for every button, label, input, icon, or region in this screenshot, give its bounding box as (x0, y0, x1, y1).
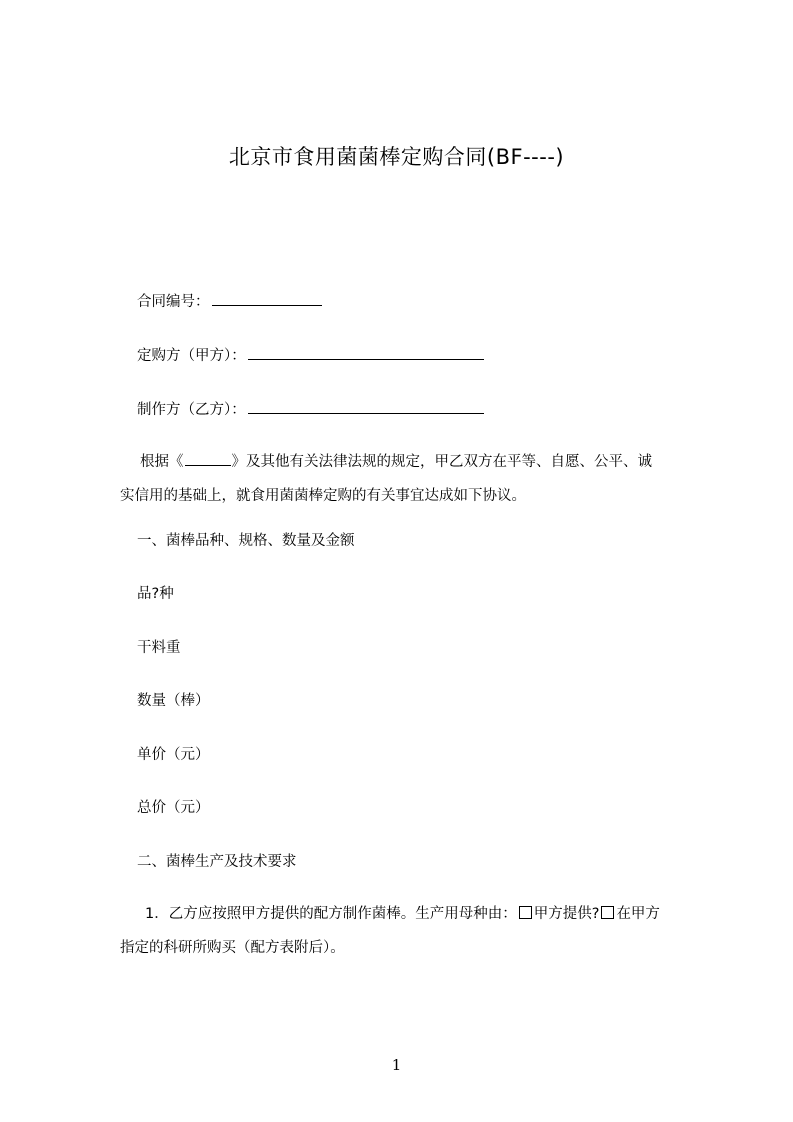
field-total-price: 总价（元） (137, 800, 210, 816)
preamble-line-2: 实信用的基础上，就食用菌菌棒定购的有关事宜达成如下协议。 (120, 488, 526, 504)
maker-label: 制作方（乙方）： (137, 402, 246, 418)
preamble-paragraph (120, 445, 707, 513)
buyer-label: 定购方（甲方）： (137, 348, 246, 364)
field-dry-weight: 干料重 (137, 640, 181, 656)
buyer-line (137, 345, 484, 366)
page-number: 1 (391, 1056, 402, 1074)
clause1-paragraph (120, 897, 707, 965)
section1-heading: 一、菌棒品种、规格、数量及金额 (137, 533, 355, 549)
field-variety: 品?种 (137, 586, 174, 602)
buyer-blank (248, 345, 484, 360)
clause1-line-1: 1．乙方应按照甲方提供的配方制作菌棒。生产用母种由： 甲方提供? 在甲方 (145, 906, 660, 922)
contract-number-line (137, 291, 322, 312)
field-quantity: 数量（棒） (137, 693, 210, 709)
contract-number-label: 合同编号： (137, 294, 210, 310)
section2-heading: 二、菌棒生产及技术要求 (137, 854, 297, 870)
maker-line (137, 399, 484, 420)
field-unit-price: 单价（元） (137, 747, 210, 763)
checkbox-designated-institute[interactable] (601, 906, 614, 919)
checkbox-buyer-provides[interactable] (519, 906, 532, 919)
preamble-line-1: 根据《 》及其他有关法律法规的规定，甲乙双方在平等、自愿、公平、诚 (137, 445, 707, 479)
law-name-blank (185, 451, 231, 466)
document-title: 北京市食用菌菌棒定购合同(BF----) (228, 145, 565, 169)
contract-number-blank (212, 291, 322, 306)
maker-blank (248, 399, 484, 414)
clause1-line-2: 指定的科研所购买（配方表附后）。 (120, 940, 345, 956)
